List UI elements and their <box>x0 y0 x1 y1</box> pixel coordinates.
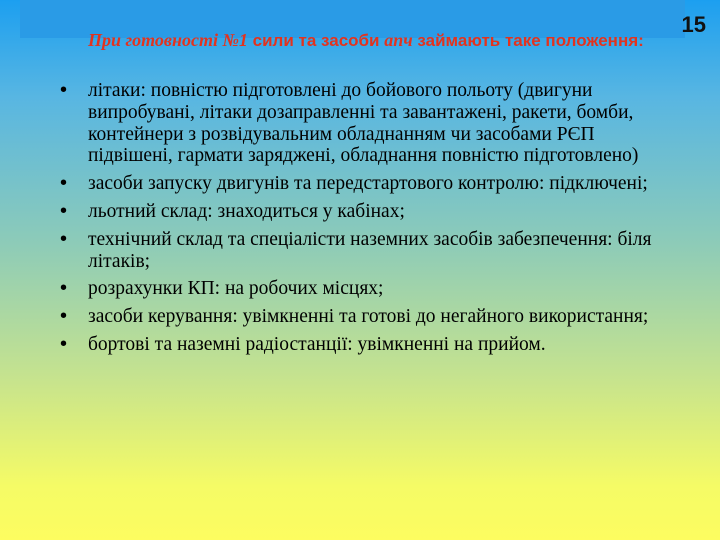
bullet-text: бортові та наземні радіостанції: увімкненні на прийом. <box>88 333 546 355</box>
bullet-text: льотний склад: знаходиться у кабінах; <box>88 200 405 222</box>
bullet-icon: • <box>60 172 68 195</box>
bullet-icon: • <box>60 79 68 101</box>
bullet-text: літаки: повністю підготовлені до бойового польоту (двигуни випробувані, літаки дозаправленні та завантажені, ракети, бомби, контейнери з розвідувальним обладнанням чи засобами РЄП підвішені, гармати заряджені, обладнання повністю підготовлено) <box>88 80 639 167</box>
bullet-icon: • <box>60 199 68 222</box>
bullet-item <box>60 278 660 300</box>
bullet-item <box>60 229 660 273</box>
bullet-text: засоби керування: увімкненні та готові до негайного використання; <box>88 306 649 328</box>
bullet-icon: • <box>60 227 68 250</box>
bullet-item <box>60 80 660 167</box>
bullet-icon: • <box>60 305 68 328</box>
bullet-icon: • <box>60 332 68 355</box>
bullet-text: технічний склад та спеціалісти наземних засобів забезпечення: біля літаків; <box>88 228 652 272</box>
bullet-text: засоби запуску двигунів та передстартового контролю: підключені; <box>88 173 648 195</box>
bullet-text: розрахунки КП: на робочих місцях; <box>88 278 384 300</box>
bullet-item <box>60 201 660 223</box>
heading-abbrev: апч <box>384 30 413 50</box>
bullet-list <box>60 80 660 362</box>
slide-heading <box>88 30 648 51</box>
bullet-item <box>60 334 660 356</box>
bullet-icon: • <box>60 277 68 300</box>
slide-number: 15 <box>681 12 706 37</box>
heading-position: займають таке положення: <box>412 31 644 50</box>
bullet-item <box>60 306 660 328</box>
bullet-item <box>60 173 660 195</box>
heading-forces: сили та засоби <box>247 31 385 50</box>
heading-readiness: При готовності №1 <box>88 30 248 50</box>
